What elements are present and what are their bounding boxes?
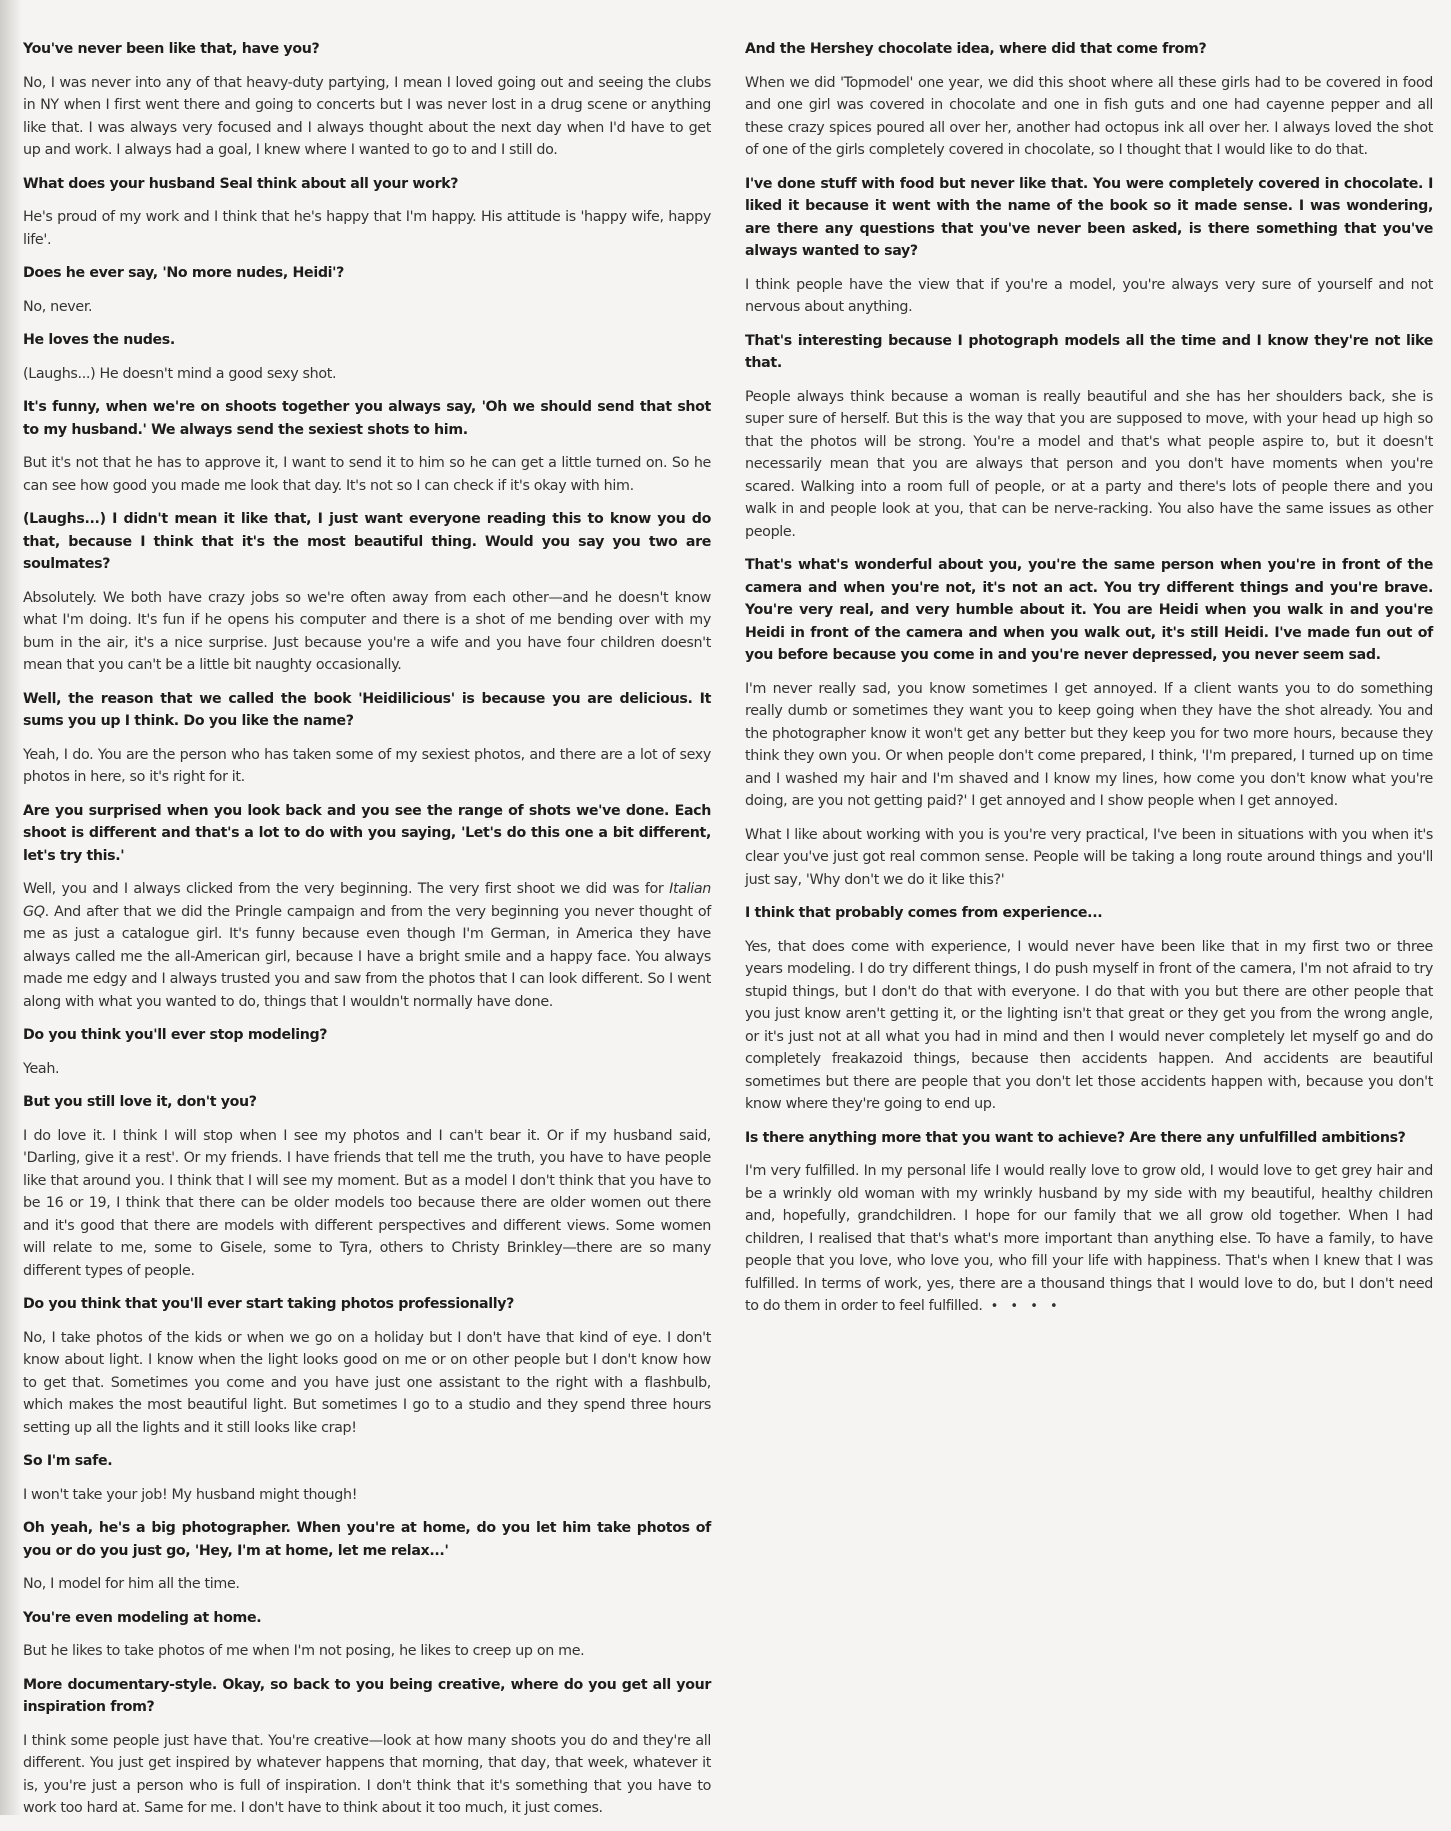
question-text: Do you think you'll ever stop modeling? (23, 1027, 328, 1043)
answer-text: What I like about working with you is you're very practical, I've been in situations with you when it's clear you've just got real common sense. People will be taking a long route around things and you'll just say, 'Why don't we do it like this?' (745, 826, 1433, 888)
question-text: What does your husband Seal think about all your work? (23, 175, 459, 192)
interview-question (23, 1674, 711, 1719)
question-text: And the Hershey chocolate idea, where did that come from? (745, 41, 1207, 57)
interview-answer (23, 1640, 711, 1663)
question-text: Oh yeah, he's a big photographer. When you're at home, do you let him take photos of you or do you just go, 'Hey, I'm at home, let me relax...' (23, 1520, 711, 1559)
publication-title: Italian GQ (23, 881, 711, 920)
question-text: Are you surprised when you look back and you see the range of shots we've done. Each shoot is different and that's a lot to do with you saying, 'Let's do this one a bit different, let's try this.' (23, 802, 711, 864)
question-text: That's what's wonderful about you, you're the same person when you're in front of the camera and when you're not, it's not an act. You try different things and you're brave. You're very real, and very humble about it. You are Heidi when you walk in and you're Heidi in front of the camera and when you walk out, it's still Heidi. I've made fun out of you before because you come in and you're never depressed, you never seem sad. (745, 557, 1433, 663)
right-column (745, 38, 1433, 1831)
question-text: But you still love it, don't you? (23, 1094, 257, 1110)
interview-answer (23, 1327, 711, 1440)
interview-answer (23, 452, 711, 497)
question-text: He loves the nudes. (23, 332, 175, 348)
answer-text: I do love it. I think I will stop when I see my photos and I can't bear it. Or if my husband said, 'Darling, give it a rest'. Or my friends. I have friends that tell me the truth, you have to have people like that around you. I think that I will see my moment. But as a model I don't think that you have to be 16 or 19, I think that there can be older models too because there are older women out there and it's good that there are models with different perspectives and different views. Some women will relate to me, some to Gisele, some to Tyra, others to Christy Brinkley—there are so many different types of people. (23, 1127, 711, 1279)
interview-answer (23, 587, 711, 677)
answer-text: I won't take your job! My husband might though! (23, 1486, 358, 1503)
interview-question (23, 1450, 711, 1473)
interview-question (23, 1607, 711, 1630)
interview-answer (745, 72, 1433, 162)
question-text: I've done stuff with food but never like that. You were completely covered in chocolate. I liked it because it went with the name of the book so it made sense. I was wondering, are there any questions that you've never been asked, is there something that you've always wanted to say? (745, 175, 1433, 259)
question-text: Well, the reason that we called the book 'Heidilicious' is because you are delicious. It sums you up I think. Do you like the name? (23, 690, 711, 729)
interview-answer (23, 296, 711, 319)
question-text: (Laughs...) I didn't mean it like that, I just want everyone reading this to know you do that, because I think that it's the most beautiful thing. Would you say you two are soulmates? (23, 511, 711, 572)
interview-question (745, 902, 1433, 925)
answer-text: Yeah, I do. You are the person who has taken some of my sexiest photos, and there are a lot of sexy photos in here, so it's right for it. (23, 746, 711, 785)
article-end-mark: • • • • (990, 1299, 1062, 1314)
interview-answer (23, 72, 711, 162)
question-text: Do you think that you'll ever start taking photos professionally? (23, 1296, 515, 1312)
answer-text: But it's not that he has to approve it, I want to send it to him so he can get a little turned on. So he can see how good you made me look that day. It's not so I can check if it's okay with him. (23, 455, 711, 494)
interview-answer (745, 386, 1433, 544)
answer-text: But he likes to take photos of me when I'm not posing, he likes to creep up on me. (23, 1643, 585, 1659)
answer-text: When we did 'Topmodel' one year, we did this shoot where all these girls had to be covered in food and one girl was covered in chocolate and one in fish guts and one had cayenne pepper and all these crazy spices poured all over her, another had octopus ink all over her. I always loved the shot of one of the girls completely covered in chocolate, so I thought that I would like to do that. (745, 74, 1433, 158)
interview-answer (23, 744, 711, 789)
interview-question (23, 262, 711, 285)
interview-question (23, 508, 711, 576)
interview-answer (745, 678, 1433, 813)
interview-question (23, 173, 711, 196)
answer-text: No, I model for him all the time. (23, 1576, 240, 1592)
interview-answer (23, 1484, 711, 1507)
answer-text: Yes, that does come with experience, I would never have been like that in my first two or three years modeling. I do try different things, I do push myself in front of the camera, I'm not afraid to try stupid things, but I don't do that with everyone. I do that with you but there are other people that you just know aren't getting it, or the lighting isn't that great or they get you from the wrong angle, or it's just not at all what you had in mind and then I would never completely let myself go and do completely freakazoid things, because then accidents happen. And accidents are beautiful sometimes but there are people that you don't let those accidents happen with, because you don't know where they're going to end up. (745, 938, 1433, 1112)
answer-text: I think people have the view that if you're a model, you're always very sure of yourself and not nervous about anything. (745, 276, 1433, 315)
answer-text: . And after that we did the Pringle campaign and from the very beginning you never thought of me as just a catalogue girl. It's funny because even though I'm German, in America they have always called me the all-American girl, because I have a bright smile and a happy face. You always made me edgy and I always trusted you and saw from the photos that I can look different. So I went along with what you wanted to do, things that I wouldn't normally have done. (23, 903, 711, 1010)
answer-text: Well, you and I always clicked from the very beginning. The very first shoot we did was for (23, 881, 670, 897)
interview-question (745, 554, 1433, 667)
interview-answer (23, 363, 711, 386)
interview-question (23, 688, 711, 733)
question-text: More documentary-style. Okay, so back to you being creative, where do you get all your inspiration from? (23, 1676, 711, 1715)
interview-answer (745, 274, 1433, 319)
interview-question (23, 1091, 711, 1114)
answer-text: I think some people just have that. You're creative—look at how many shoots you do and they're all different. You just get inspired by whatever happens that morning, that day, that week, whatever it is, you're just a person who is full of inspiration. I don't think that it's something that you have to work too hard at. Same for me. I don't have to think about it too much, it just comes. (23, 1732, 711, 1816)
answer-text: No, I take photos of the kids or when we go on a holiday but I don't have that kind of eye. I don't know about light. I know when the light looks good on me or on other people but I don't know how to get that. Sometimes you come and you have just one assistant to the right with a flashbulb, which makes the most beautiful light. But sometimes I go to a studio and they spend three hours setting up all the lights and it still looks like crap! (23, 1329, 711, 1436)
interview-question (23, 38, 711, 61)
question-text: Does he ever say, 'No more nudes, Heidi'? (23, 265, 345, 281)
answer-text: No, I was never into any of that heavy-duty partying, I mean I loved going out and seeing the clubs in NY when I first went there and going to concerts but I was never lost in a drug scene or anything like that. I was always very focused and I always thought about the next day when I'd have to get up and work. I always had a goal, I knew where I wanted to go to and I still do. (23, 74, 711, 158)
question-text: I think that probably comes from experience... (745, 905, 1103, 921)
question-text: You've never been like that, have you? (23, 41, 320, 57)
interview-page (23, 38, 1433, 1831)
answer-text: (Laughs...) He doesn't mind a good sexy shot. (23, 365, 337, 382)
interview-answer (23, 878, 711, 1013)
interview-answer (745, 1160, 1433, 1319)
question-text: Is there anything more that you want to achieve? Are there any unfulfilled ambitions? (745, 1129, 1406, 1146)
answer-text: I'm never really sad, you know sometimes I get annoyed. If a client wants you to do something really dumb or sometimes they want you to keep going when they have the shot already. You and the photographer know it won't get any better but they keep you for two more hours, because they think they own you. Or when people don't come prepared, I think, 'I'm prepared, I turned up on time and I washed my hair and I'm shaved and I know my lines, how come you don't know what you're doing, are you not getting paid?' I get annoyed and I show people when I get annoyed. (745, 680, 1433, 809)
interview-question (23, 396, 711, 441)
interview-question (23, 1024, 711, 1047)
interview-question (745, 1127, 1433, 1150)
interview-answer (745, 936, 1433, 1116)
question-text: So I'm safe. (23, 1453, 113, 1469)
interview-question (23, 329, 711, 352)
interview-answer (23, 206, 711, 251)
interview-answer (23, 1058, 711, 1081)
interview-question (23, 1517, 711, 1562)
answer-text: No, never. (23, 298, 93, 315)
interview-question (745, 38, 1433, 61)
interview-question (23, 1293, 711, 1316)
page-gutter-shadow (0, 0, 22, 1815)
question-text: That's interesting because I photograph models all the time and I know they're not like that. (745, 332, 1433, 371)
interview-question (745, 330, 1433, 375)
answer-text: Yeah. (23, 1060, 60, 1077)
interview-question (23, 800, 711, 868)
interview-answer (23, 1573, 711, 1596)
interview-answer (23, 1125, 711, 1283)
question-text: You're even modeling at home. (23, 1609, 262, 1626)
answer-text: People always think because a woman is really beautiful and she has her shoulders back, she is super sure of herself. But this is the way that you are supposed to move, with your head up high so that the photos will be strong. You're a model and that's what people aspire to, but it doesn't necessarily mean that you are always that person and you don't have moments when you're scared. Walking into a room full of people, or at a party and there's lots of people there and you walk in and people look at you, that can be nerve-racking. You also have the same issues as other people. (745, 388, 1433, 540)
interview-answer (23, 1730, 711, 1820)
interview-answer (745, 824, 1433, 892)
answer-text: I'm very fulfilled. In my personal life I would really love to grow old, I would love to get grey hair and be a wrinkly old woman with my wrinkly husband by my side with my beautiful, healthy children and, hopefully, grandchildren. I hope for our family that we all grow old together. When I had children, I realised that that's what's more important than anything else. To have a family, to have people that you love, who love you, who fill your life with happiness. That's when I knew that I was fulfilled. In terms of work, yes, there are a thousand things that I would love to do, but I don't need to do them in order to feel fulfilled. (745, 1163, 1433, 1314)
answer-text: He's proud of my work and I think that he's happy that I'm happy. His attitude is 'happy wife, happy life'. (23, 209, 711, 248)
interview-question (745, 173, 1433, 263)
left-column (23, 38, 711, 1831)
answer-text: Absolutely. We both have crazy jobs so we're often away from each other—and he doesn't know what I'm doing. It's fun if he opens his computer and there is a shot of me bending over with my bum in the air, it's a nice surprise. Just because you're a wife and you have four children doesn't mean that you can't be a little bit naughty occasionally. (23, 589, 711, 673)
question-text: It's funny, when we're on shoots together you always say, 'Oh we should send that shot to my husband.' We always send the sexiest shots to him. (23, 399, 711, 438)
